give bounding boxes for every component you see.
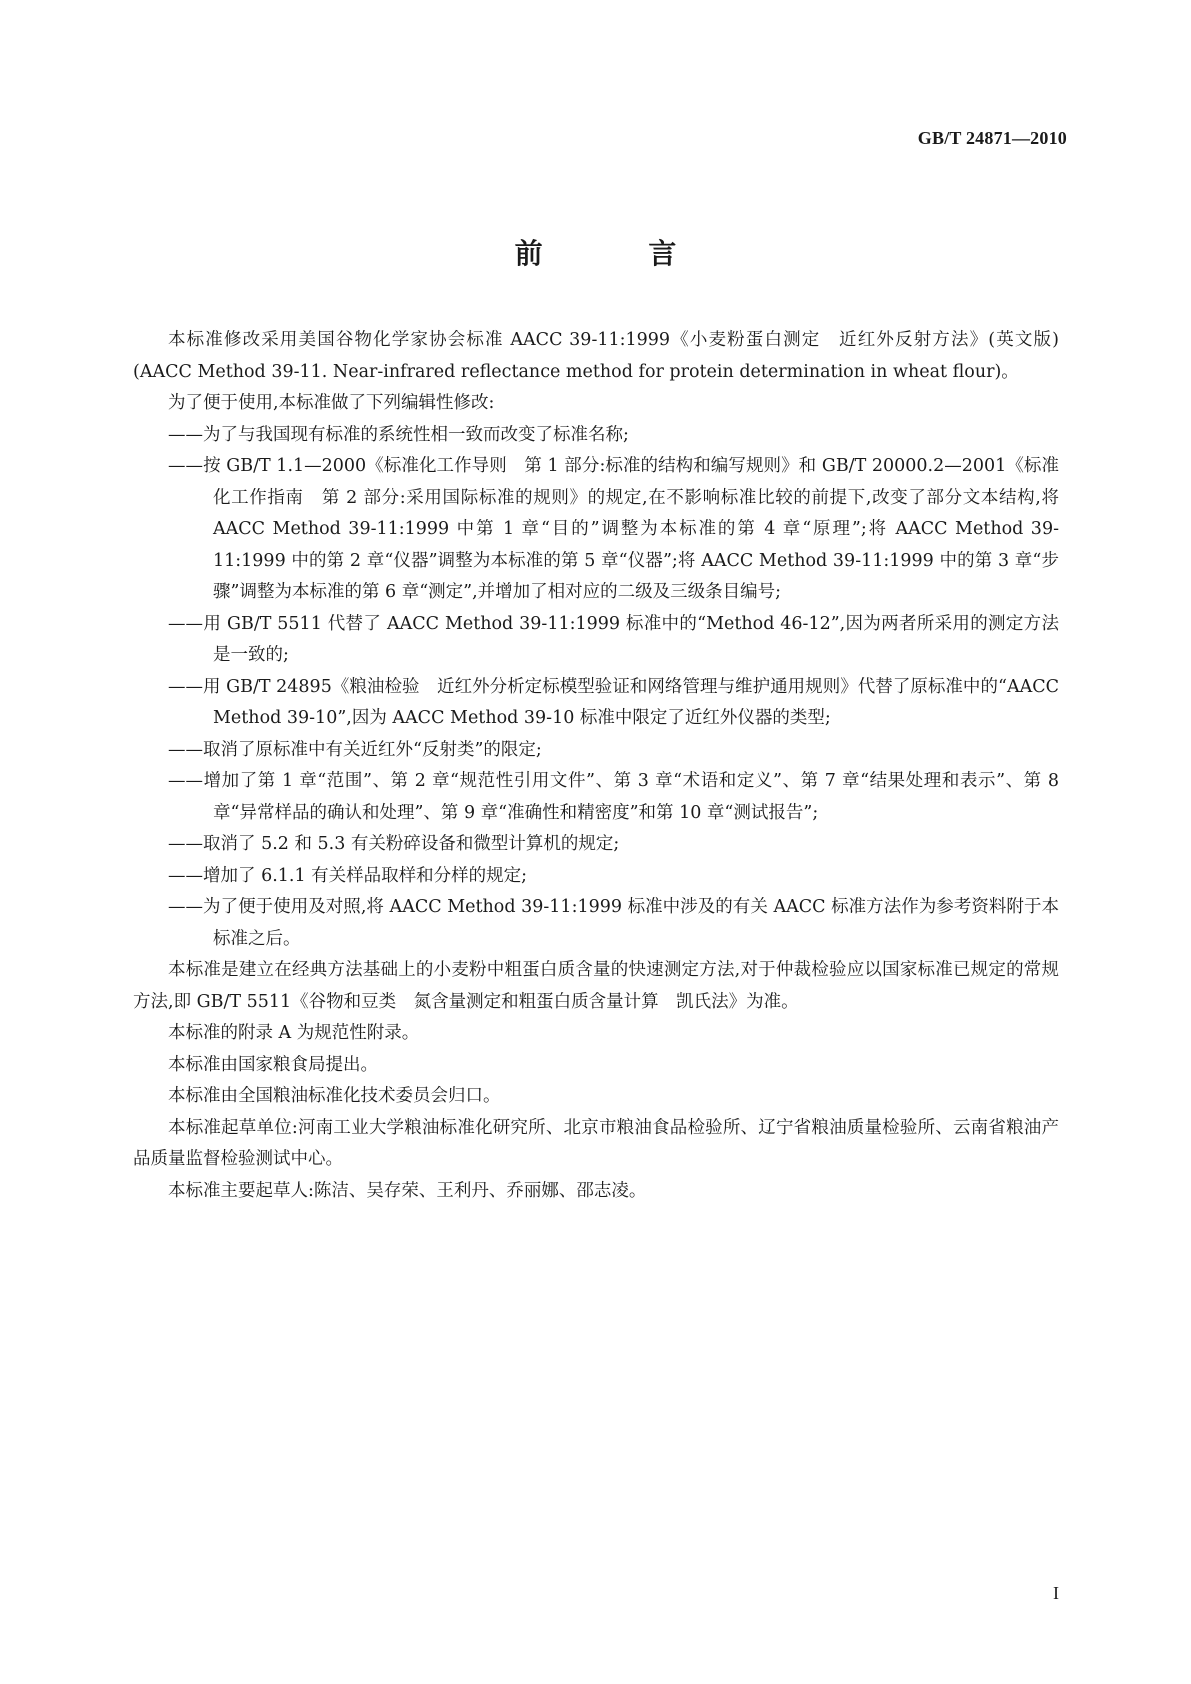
body-paragraph: 本标准的附录 A 为规范性附录。 xyxy=(168,1023,420,1043)
list-item: ——增加了第 1 章“范围”、第 2 章“规范性引用文件”、第 3 章“术语和定义”、第 7 章“结果处理和表示”、第 8 章“异常样品的确认和处理”、第 9 章“准确性和精密度”和第 10 章“测试报告”; xyxy=(168,771,1059,823)
page-title: 前 言 xyxy=(514,237,725,270)
list-item: ——取消了 5.2 和 5.3 有关粉碎设备和微型计算机的规定; xyxy=(168,834,620,854)
list-item: ——增加了 6.1.1 有关样品取样和分样的规定; xyxy=(168,865,528,886)
page-number: I xyxy=(1053,1583,1059,1603)
body-paragraph: 本标准是建立在经典方法基础上的小麦粉中粗蛋白质含量的快速测定方法,对于仲裁检验应以国家标准已规定的常规方法,即 GB/T 5511《谷物和豆类 氮含量测定和粗蛋白质含量计算 凯氏法》为准。 xyxy=(133,960,1059,1012)
body-paragraph: 本标准起草单位:河南工业大学粮油标准化研究所、北京市粮油食品检验所、辽宁省粮油质量检验所、云南省粮油产品质量监督检验测试中心。 xyxy=(133,1117,1059,1169)
list-item: ——用 GB/T 5511 代替了 AACC Method 39-11:1999 标准中的“Method 46-12”,因为两者所采用的测定方法是一致的; xyxy=(168,613,1059,665)
document-body xyxy=(133,325,1059,1207)
intro-paragraph: 本标准修改采用美国谷物化学家协会标准 AACC 39-11:1999《小麦粉蛋白测定 近红外反射方法》(英文版)(AACC Method 39-11. Near-infrared reflectance method for protein determination in wheat flour)。 xyxy=(133,330,1059,382)
standard-code: GB/T 24871—2010 xyxy=(917,128,1067,148)
list-item: ——用 GB/T 24895《粮油检验 近红外分析定标模型验证和网络管理与维护通用规则》代替了原标准中的“AACC Method 39-10”,因为 AACC Method 39-10 标准中限定了近红外仪器的类型; xyxy=(168,676,1059,728)
body-paragraph: 本标准由全国粮油标准化技术委员会归口。 xyxy=(168,1086,501,1106)
intro-paragraph: 为了便于使用,本标准做了下列编辑性修改: xyxy=(168,393,495,413)
list-item: ——为了与我国现有标准的系统性相一致而改变了标准名称; xyxy=(168,424,629,445)
body-paragraph: 本标准主要起草人:陈洁、吴存荣、王利丹、乔丽娜、邵志凌。 xyxy=(168,1180,647,1201)
list-item: ——为了便于使用及对照,将 AACC Method 39-11:1999 标准中涉及的有关 AACC 标准方法作为参考资料附于本标准之后。 xyxy=(168,897,1059,949)
list-item: ——取消了原标准中有关近红外“反射类”的限定; xyxy=(168,739,542,760)
list-item: ——按 GB/T 1.1—2000《标准化工作导则 第 1 部分:标准的结构和编写规则》和 GB/T 20000.2—2001《标准化工作指南 第 2 部分:采用国际标准的规则》的规定,在不影响标准比较的前提下,改变了部分文本结构,将 AACC Method 39-11:1999 中第 1 章“目的”调整为本标准的第 4 章“原理”;将 AACC Method 39-11:1999 中的第 2 章“仪器”调整为本标准的第 5 章“仪器”;将 AACC Method 39-11:1999 中的第 3 章“步骤”调整为本标准的第 6 章“测定”,并增加了相对应的二级及三级条目编号; xyxy=(168,456,1059,602)
modification-list xyxy=(133,420,1059,956)
body-paragraph: 本标准由国家粮食局提出。 xyxy=(168,1054,378,1075)
